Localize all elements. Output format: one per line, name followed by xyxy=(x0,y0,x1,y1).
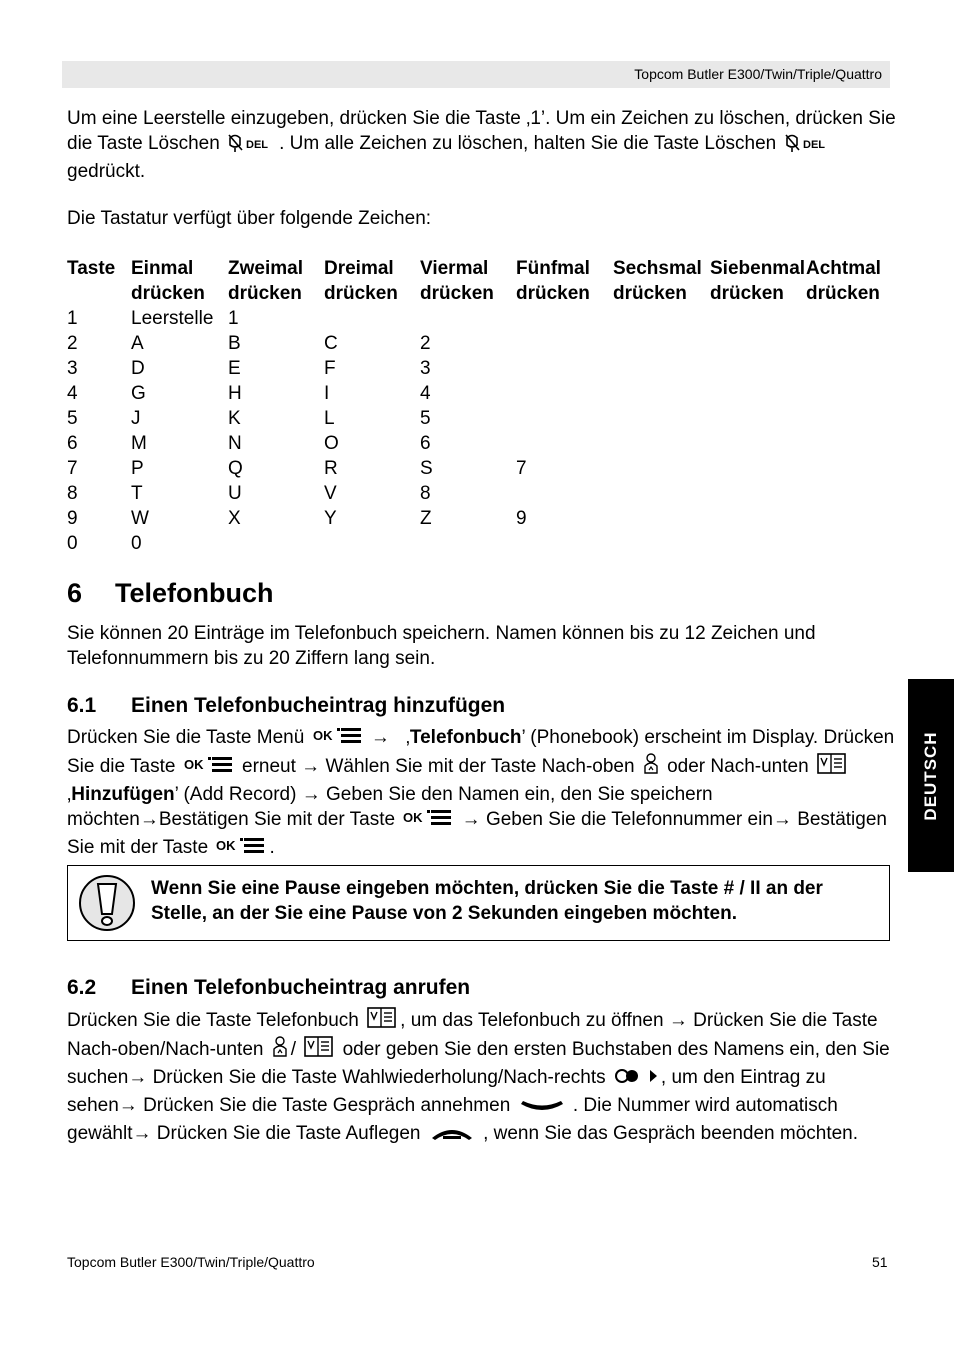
section-6-heading xyxy=(67,578,274,609)
table-cell xyxy=(806,506,888,531)
mute-del-icon xyxy=(785,134,833,159)
text-span: Drücken Sie die Taste Auflegen xyxy=(156,1123,421,1144)
table-cell: 3 xyxy=(67,358,78,379)
table-cell: 7 xyxy=(516,458,527,479)
table-cell xyxy=(613,381,710,406)
text-span: ’ (Add Record) xyxy=(174,784,297,805)
table-row xyxy=(67,531,888,556)
ok-menu-icon xyxy=(313,726,363,753)
header-title: Topcom Butler E300/Twin/Triple/Quattro xyxy=(634,66,882,82)
table-cell: 2 xyxy=(67,333,78,354)
table-cell xyxy=(806,481,888,506)
arrow-right-icon: → xyxy=(772,809,792,830)
text-span: Drücken Sie die Taste Wahlwiederholung/Nach-rechts xyxy=(152,1067,606,1088)
table-row xyxy=(67,456,888,481)
footer-title: Topcom Butler E300/Twin/Triple/Quattro xyxy=(67,1254,315,1270)
table-cell xyxy=(710,331,806,356)
table-header: Zweimal xyxy=(228,258,303,279)
table-cell: U xyxy=(228,483,242,504)
text-span: Geben Sie die Telefonnummer ein xyxy=(485,809,773,830)
table-cell xyxy=(806,356,888,381)
text-span: Wählen Sie mit der Taste Nach-oben xyxy=(325,756,635,777)
table-cell: K xyxy=(228,408,241,429)
text-span: Bestätigen Sie mit der Taste xyxy=(67,809,887,858)
table-row xyxy=(67,481,888,506)
table-cell xyxy=(516,481,613,506)
arrow-right-icon: → xyxy=(132,1123,152,1144)
table-header: drücken xyxy=(710,283,784,304)
table-cell: 1 xyxy=(67,308,78,329)
table-cell xyxy=(613,431,710,456)
table-cell xyxy=(324,531,420,556)
table-cell xyxy=(516,356,613,381)
table-cell: C xyxy=(324,333,338,354)
table-cell: Y xyxy=(324,508,337,529)
table-cell: V xyxy=(324,483,337,504)
table-cell: G xyxy=(131,383,146,404)
section-6-1-text xyxy=(67,725,897,863)
header-bar xyxy=(62,61,890,88)
intro-text-b: . Um alle Zeichen zu löschen, halten Sie die Taste Löschen xyxy=(279,133,777,154)
table-cell: 9 xyxy=(67,508,78,529)
table-row xyxy=(67,506,888,531)
svg-text:OK: OK xyxy=(312,728,333,743)
arrow-right-icon: → xyxy=(118,1095,138,1116)
table-cell xyxy=(806,306,888,331)
table-cell xyxy=(806,456,888,481)
table-cell: Z xyxy=(420,508,432,529)
arrow-right-icon: → xyxy=(301,756,321,777)
section-number: 6.1 xyxy=(67,694,97,717)
table-cell xyxy=(613,481,710,506)
table-cell xyxy=(710,431,806,456)
table-header: Sechsmal xyxy=(613,258,702,279)
intro-text-a: Um eine Leerstelle einzugeben, drücken Sie die Taste ‚1’. Um ein Zeichen zu löschen, drücken Sie die Taste Löschen xyxy=(67,108,896,154)
table-cell: F xyxy=(324,358,336,379)
text-span: . Die Nummer wird automatisch gewählt xyxy=(67,1095,838,1144)
table-cell xyxy=(613,406,710,431)
warning-bulb-icon xyxy=(78,874,136,937)
table-header: drücken xyxy=(228,283,302,304)
intro-text-c: gedrückt. xyxy=(67,161,146,182)
section-6-2-heading xyxy=(67,976,470,1000)
section-6-2-text xyxy=(67,1007,897,1149)
table-row xyxy=(67,381,888,406)
phonebook-down-icon xyxy=(367,1007,397,1036)
svg-text:DEL: DEL xyxy=(246,139,269,151)
table-header: drücken xyxy=(516,283,590,304)
table-row xyxy=(67,406,888,431)
nav-up-icon xyxy=(643,753,659,782)
table-cell: 8 xyxy=(67,483,78,504)
table-cell: R xyxy=(324,458,338,479)
table-cell xyxy=(710,456,806,481)
table-cell: H xyxy=(228,383,242,404)
table-header-row-2 xyxy=(67,281,888,306)
text-span: Geben Sie den Namen ein, den Sie speichern möchten xyxy=(67,784,713,830)
arrow-right-icon: → xyxy=(301,784,321,805)
table-cell xyxy=(324,306,420,331)
text-span: oder geben Sie den ersten Buchstaben des Namens ein, den Sie suchen xyxy=(67,1039,890,1088)
text-span: Drücken Sie die Taste Telefonbuch xyxy=(67,1010,359,1031)
table-cell xyxy=(710,356,806,381)
language-tab xyxy=(908,679,954,872)
section-title: Einen Telefonbucheintrag anrufen xyxy=(131,976,471,999)
table-cell: S xyxy=(420,458,433,479)
table-cell: I xyxy=(324,383,330,404)
text-span: , wenn Sie das Gespräch beenden möchten. xyxy=(483,1123,859,1144)
text-span: , um das Telefonbuch zu öffnen xyxy=(400,1010,664,1031)
table-cell: 6 xyxy=(67,433,78,454)
arrow-right-icon: → xyxy=(139,809,159,830)
section-title: Einen Telefonbucheintrag hinzufügen xyxy=(131,694,506,717)
table-cell xyxy=(613,506,710,531)
table-cell xyxy=(516,331,613,356)
text-span: ’ (Phonebook) erscheint im Display. Drücken Sie die Taste xyxy=(67,727,895,777)
arrow-right-icon: → xyxy=(128,1067,148,1088)
svg-text:OK: OK xyxy=(216,838,236,853)
nav-up-icon xyxy=(272,1036,288,1065)
text-span: Bestätigen Sie mit der Taste xyxy=(158,809,396,830)
table-cell xyxy=(710,506,806,531)
table-cell: M xyxy=(131,433,147,454)
text-span: Drücken Sie die Taste Nach-oben/Nach-unten xyxy=(67,1010,878,1060)
table-cell: X xyxy=(228,508,241,529)
table-cell: Leerstelle xyxy=(131,308,214,329)
table-cell xyxy=(516,381,613,406)
talk-icon xyxy=(519,1096,565,1121)
table-cell xyxy=(613,306,710,331)
note-text: Wenn Sie eine Pause eingeben möchten, drücken Sie die Taste # / II an der Stelle, an der Sie eine Pause von 2 Sekunden eingeben möchten. xyxy=(151,878,823,924)
table-header: Fünfmal xyxy=(516,258,590,279)
table-row xyxy=(67,431,888,456)
section-title: Telefonbuch xyxy=(115,578,274,608)
menu-label: Hinzufügen xyxy=(71,784,175,805)
table-header: Taste xyxy=(67,258,116,279)
table-row xyxy=(67,306,888,331)
table-header: drücken xyxy=(806,283,880,304)
table-cell: D xyxy=(131,358,145,379)
table-cell: 8 xyxy=(420,483,431,504)
table-cell: 1 xyxy=(228,308,239,329)
table-cell xyxy=(613,531,710,556)
arrow-right-icon: → xyxy=(461,809,481,830)
table-body xyxy=(67,306,888,556)
table-header: drücken xyxy=(324,283,398,304)
text-span: Drücken Sie die Taste Gespräch annehmen xyxy=(143,1095,511,1116)
table-row xyxy=(67,356,888,381)
language-tab-label: DEUTSCH xyxy=(921,730,940,821)
arrow-right-icon: → xyxy=(668,1010,688,1031)
ok-menu-icon xyxy=(216,836,266,863)
section-6-text: Sie können 20 Einträge im Telefonbuch speichern. Namen können bis zu 12 Zeichen und Telefonnummern bis zu 20 Ziffern lang sein. xyxy=(67,623,816,669)
table-cell: B xyxy=(228,333,241,354)
table-cell xyxy=(420,306,516,331)
table-header: Siebenmal xyxy=(710,258,806,279)
table-cell: 0 xyxy=(67,533,78,554)
table-cell xyxy=(806,431,888,456)
table-row xyxy=(67,331,888,356)
section-6-1-heading xyxy=(67,694,505,718)
table-cell xyxy=(710,481,806,506)
table-cell xyxy=(806,531,888,556)
table-cell: A xyxy=(131,333,144,354)
table-cell xyxy=(516,306,613,331)
ok-menu-icon xyxy=(403,808,453,835)
text-span: , um den Eintrag zu sehen xyxy=(67,1067,826,1116)
table-cell: J xyxy=(131,408,141,429)
text-span: / xyxy=(290,1039,297,1060)
table-cell: 4 xyxy=(67,383,78,404)
phonebook-down-icon xyxy=(817,753,847,782)
table-cell xyxy=(710,381,806,406)
table-cell xyxy=(613,456,710,481)
intro-paragraph xyxy=(67,106,897,184)
section-number: 6 xyxy=(67,578,83,608)
table-header: Einmal xyxy=(131,258,194,279)
table-cell xyxy=(806,331,888,356)
text-span: erneut xyxy=(242,756,296,777)
table-cell xyxy=(516,431,613,456)
table-cell: 7 xyxy=(67,458,78,479)
table-cell: W xyxy=(131,508,149,529)
table-cell: 4 xyxy=(420,383,431,404)
table-cell: 5 xyxy=(67,408,78,429)
table-cell: 6 xyxy=(420,433,431,454)
table-cell: 9 xyxy=(516,508,527,529)
table-cell xyxy=(806,406,888,431)
table-cell: N xyxy=(228,433,242,454)
note-box xyxy=(67,865,890,941)
table-header: drücken xyxy=(131,283,205,304)
table-cell xyxy=(613,356,710,381)
phonebook-down-icon xyxy=(304,1036,334,1065)
table-cell xyxy=(516,406,613,431)
table-cell xyxy=(420,531,516,556)
section-number: 6.2 xyxy=(67,976,97,999)
page-number: 51 xyxy=(872,1254,888,1270)
mute-del-icon xyxy=(228,134,276,159)
svg-text:DEL: DEL xyxy=(802,139,825,151)
text-span: Drücken Sie die Taste Menü xyxy=(67,727,305,748)
text-span: ‚ xyxy=(67,784,72,805)
table-header xyxy=(67,281,131,306)
table-header: Achtmal xyxy=(806,258,881,279)
hangup-icon xyxy=(429,1124,475,1149)
table-header-row-1 xyxy=(67,256,888,281)
table-cell xyxy=(710,531,806,556)
text-span: oder Nach-unten xyxy=(667,756,809,777)
ok-menu-icon xyxy=(184,755,234,782)
text-span: . xyxy=(269,837,275,858)
table-cell: 0 xyxy=(131,533,142,554)
table-cell: T xyxy=(131,483,143,504)
table-header: drücken xyxy=(613,283,687,304)
svg-text:OK: OK xyxy=(403,810,423,825)
table-cell: O xyxy=(324,433,339,454)
table-cell: L xyxy=(324,408,335,429)
table-header: Dreimal xyxy=(324,258,394,279)
table-cell: 5 xyxy=(420,408,431,429)
table-cell: E xyxy=(228,358,241,379)
table-cell: Q xyxy=(228,458,243,479)
table-cell: P xyxy=(131,458,144,479)
table-header: drücken xyxy=(420,283,494,304)
table-cell xyxy=(806,381,888,406)
table-cell: 2 xyxy=(420,333,431,354)
character-table xyxy=(67,256,888,556)
table-cell xyxy=(516,531,613,556)
table-cell xyxy=(710,306,806,331)
arrow-right-icon: → xyxy=(370,727,390,748)
table-header: Viermal xyxy=(420,258,489,279)
table-cell: 3 xyxy=(420,358,431,379)
keyboard-intro: Die Tastatur verfügt über folgende Zeichen: xyxy=(67,208,432,229)
table-cell xyxy=(710,406,806,431)
svg-text:OK: OK xyxy=(183,757,204,772)
menu-label: Telefonbuch xyxy=(409,727,522,748)
table-cell xyxy=(613,331,710,356)
table-cell xyxy=(228,531,324,556)
redial-right-icon xyxy=(614,1068,658,1093)
text-span: ‚ xyxy=(405,727,410,748)
